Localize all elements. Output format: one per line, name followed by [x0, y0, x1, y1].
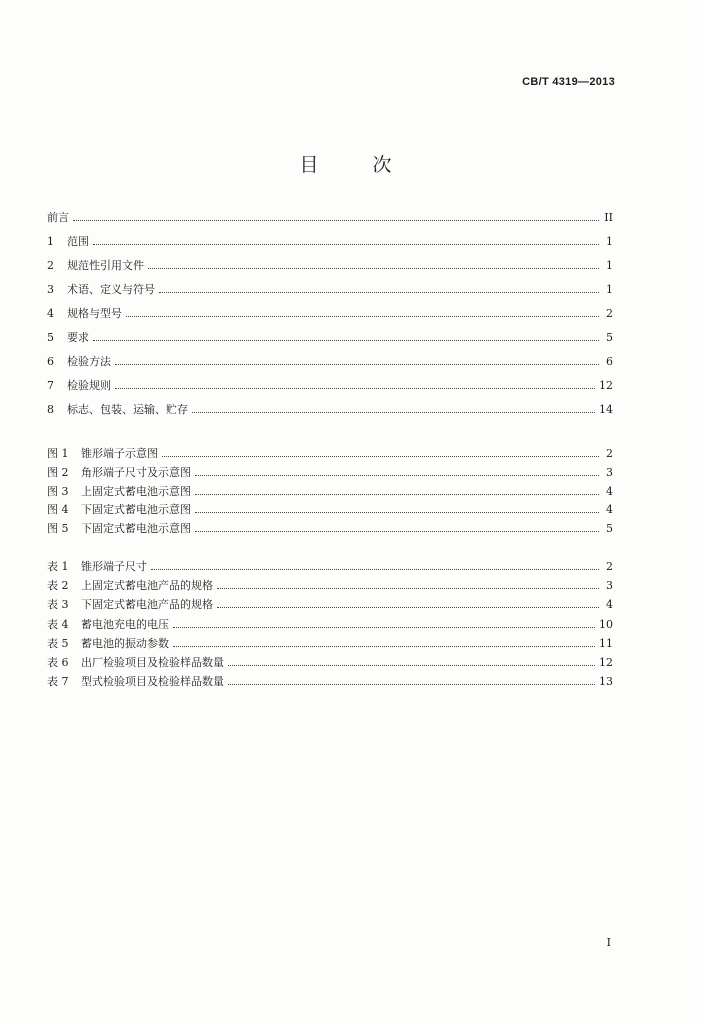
- toc-entry[interactable]: [47, 616, 613, 635]
- leader-dots: [126, 308, 599, 317]
- toc-entry-prefix: 图 4: [47, 503, 69, 517]
- toc-entry-label: 术语、定义与符号: [67, 283, 155, 296]
- toc-entry-label: 蓄电池的振动参数: [81, 636, 169, 650]
- leader-dots: [93, 332, 599, 341]
- toc-entry-label: 角形端子尺寸及示意图: [81, 465, 191, 479]
- page-title: 目 次: [299, 154, 416, 176]
- toc-entry-page: 3: [606, 579, 613, 593]
- toc-figures: [47, 445, 613, 539]
- toc-entry-number: 2: [47, 259, 54, 272]
- leader-dots: [217, 599, 599, 608]
- toc-entry-prefix: 表 5: [47, 636, 69, 650]
- toc-entry-prefix: 图 1: [47, 447, 69, 460]
- toc-entry-page: 2: [606, 560, 613, 573]
- toc-entry-label: 规范性引用文件: [67, 259, 144, 272]
- leader-dots: [217, 580, 599, 589]
- leader-dots: [195, 504, 599, 513]
- toc-entry[interactable]: [47, 464, 613, 483]
- toc-entry-page: 5: [606, 331, 613, 344]
- toc-entry-prefix: 图 3: [47, 484, 69, 498]
- toc-entry[interactable]: [47, 558, 613, 577]
- toc-entry-number: 4: [47, 307, 54, 320]
- toc-entry[interactable]: [47, 654, 613, 673]
- toc-clauses: [47, 209, 613, 425]
- leader-dots: [115, 380, 595, 389]
- leader-dots: [148, 260, 599, 269]
- toc-entry-prefix: 图 2: [47, 465, 69, 479]
- toc-entry-label: 下固定式蓄电池产品的规格: [81, 598, 213, 612]
- toc-entry-page: 3: [606, 465, 613, 479]
- leader-dots: [73, 212, 599, 221]
- leader-dots: [195, 486, 599, 495]
- toc-entry-label: 出厂检验项目及检验样品数量: [81, 655, 224, 669]
- toc-entry-label: 范围: [67, 235, 89, 248]
- toc-entry-number: 3: [47, 283, 54, 296]
- toc-entry[interactable]: [47, 445, 613, 464]
- leader-dots: [173, 638, 595, 647]
- leader-dots: [159, 284, 599, 293]
- toc-entry[interactable]: [47, 635, 613, 654]
- toc-entry-page: 1: [606, 235, 613, 248]
- toc-entry-label: 规格与型号: [67, 307, 122, 320]
- toc-entry-prefix: 图 5: [47, 522, 69, 536]
- toc-entry-page: 11: [599, 636, 613, 650]
- toc-entry-label: 前言: [47, 211, 69, 224]
- toc-entry-page: 10: [599, 617, 613, 631]
- toc-entry-prefix: 表 4: [47, 617, 69, 631]
- toc-tables: [47, 558, 613, 692]
- toc-entry-label: 锥形端子尺寸: [81, 560, 147, 573]
- leader-dots: [162, 448, 599, 457]
- toc-entry-page: 13: [599, 675, 613, 689]
- toc-entry[interactable]: [47, 233, 613, 257]
- toc-entry[interactable]: [47, 305, 613, 329]
- toc-entry-page: II: [604, 211, 613, 224]
- toc-entry-page: 6: [606, 355, 613, 368]
- toc-entry[interactable]: [47, 401, 613, 425]
- toc-entry-page: 2: [606, 447, 613, 460]
- toc-entry-page: 12: [599, 655, 613, 669]
- toc-entry-label: 要求: [67, 331, 89, 344]
- toc-entry-prefix: 表 6: [47, 655, 69, 669]
- toc-entry[interactable]: [47, 257, 613, 281]
- toc-entry-page: 12: [599, 379, 613, 392]
- toc-entry-prefix: 表 2: [47, 579, 69, 593]
- toc-entry[interactable]: [47, 377, 613, 401]
- toc-entry-number: 8: [47, 403, 54, 416]
- toc-entry-number: 7: [47, 379, 54, 392]
- leader-dots: [195, 467, 599, 476]
- toc-entry-label: 检验方法: [67, 355, 111, 368]
- leader-dots: [173, 619, 595, 628]
- toc-entry[interactable]: [47, 520, 613, 539]
- toc-entry-number: 5: [47, 331, 54, 344]
- toc-entry-page: 2: [606, 307, 613, 320]
- toc-entry-page: 4: [606, 598, 613, 612]
- toc-entry-page: 4: [606, 484, 613, 498]
- toc-entry-label: 检验规则: [67, 379, 111, 392]
- toc-entry-label: 标志、包装、运输、贮存: [67, 403, 188, 416]
- toc-entry-prefix: 表 3: [47, 598, 69, 612]
- leader-dots: [192, 404, 595, 413]
- toc-entry-number: 1: [47, 235, 54, 248]
- leader-dots: [115, 356, 599, 365]
- toc-entry-page: 4: [606, 503, 613, 517]
- toc-entry-number: 6: [47, 355, 54, 368]
- toc-entry-label: 下固定式蓄电池示意图: [81, 522, 191, 536]
- toc-entry-page: 1: [606, 283, 613, 296]
- toc-entry[interactable]: [47, 209, 613, 233]
- toc-entry[interactable]: [47, 596, 613, 615]
- standard-code: CB/T 4319—2013: [522, 76, 615, 88]
- page-number: I: [606, 936, 611, 949]
- toc-entry-label: 上固定式蓄电池产品的规格: [81, 579, 213, 593]
- toc-entry[interactable]: [47, 281, 613, 305]
- toc-entry-prefix: 表 1: [47, 560, 69, 573]
- toc-entry[interactable]: [47, 353, 613, 377]
- toc-entry[interactable]: [47, 577, 613, 596]
- toc-entry-label: 型式检验项目及检验样品数量: [81, 675, 224, 689]
- leader-dots: [228, 657, 595, 666]
- leader-dots: [93, 236, 599, 245]
- toc-entry-page: 14: [599, 403, 613, 416]
- leader-dots: [151, 561, 599, 570]
- toc-entry-label: 上固定式蓄电池示意图: [81, 484, 191, 498]
- toc-entry[interactable]: [47, 483, 613, 502]
- toc-entry[interactable]: [47, 501, 613, 520]
- leader-dots: [195, 523, 599, 532]
- toc-entry-page: 1: [606, 259, 613, 272]
- toc-entry-label: 蓄电池充电的电压: [81, 617, 169, 631]
- toc-entry-label: 下固定式蓄电池示意图: [81, 503, 191, 517]
- toc-entry[interactable]: [47, 673, 613, 692]
- toc-entry[interactable]: [47, 329, 613, 353]
- toc-entry-label: 锥形端子示意图: [81, 447, 158, 460]
- toc-entry-page: 5: [606, 522, 613, 536]
- leader-dots: [228, 676, 595, 685]
- toc-entry-prefix: 表 7: [47, 675, 69, 689]
